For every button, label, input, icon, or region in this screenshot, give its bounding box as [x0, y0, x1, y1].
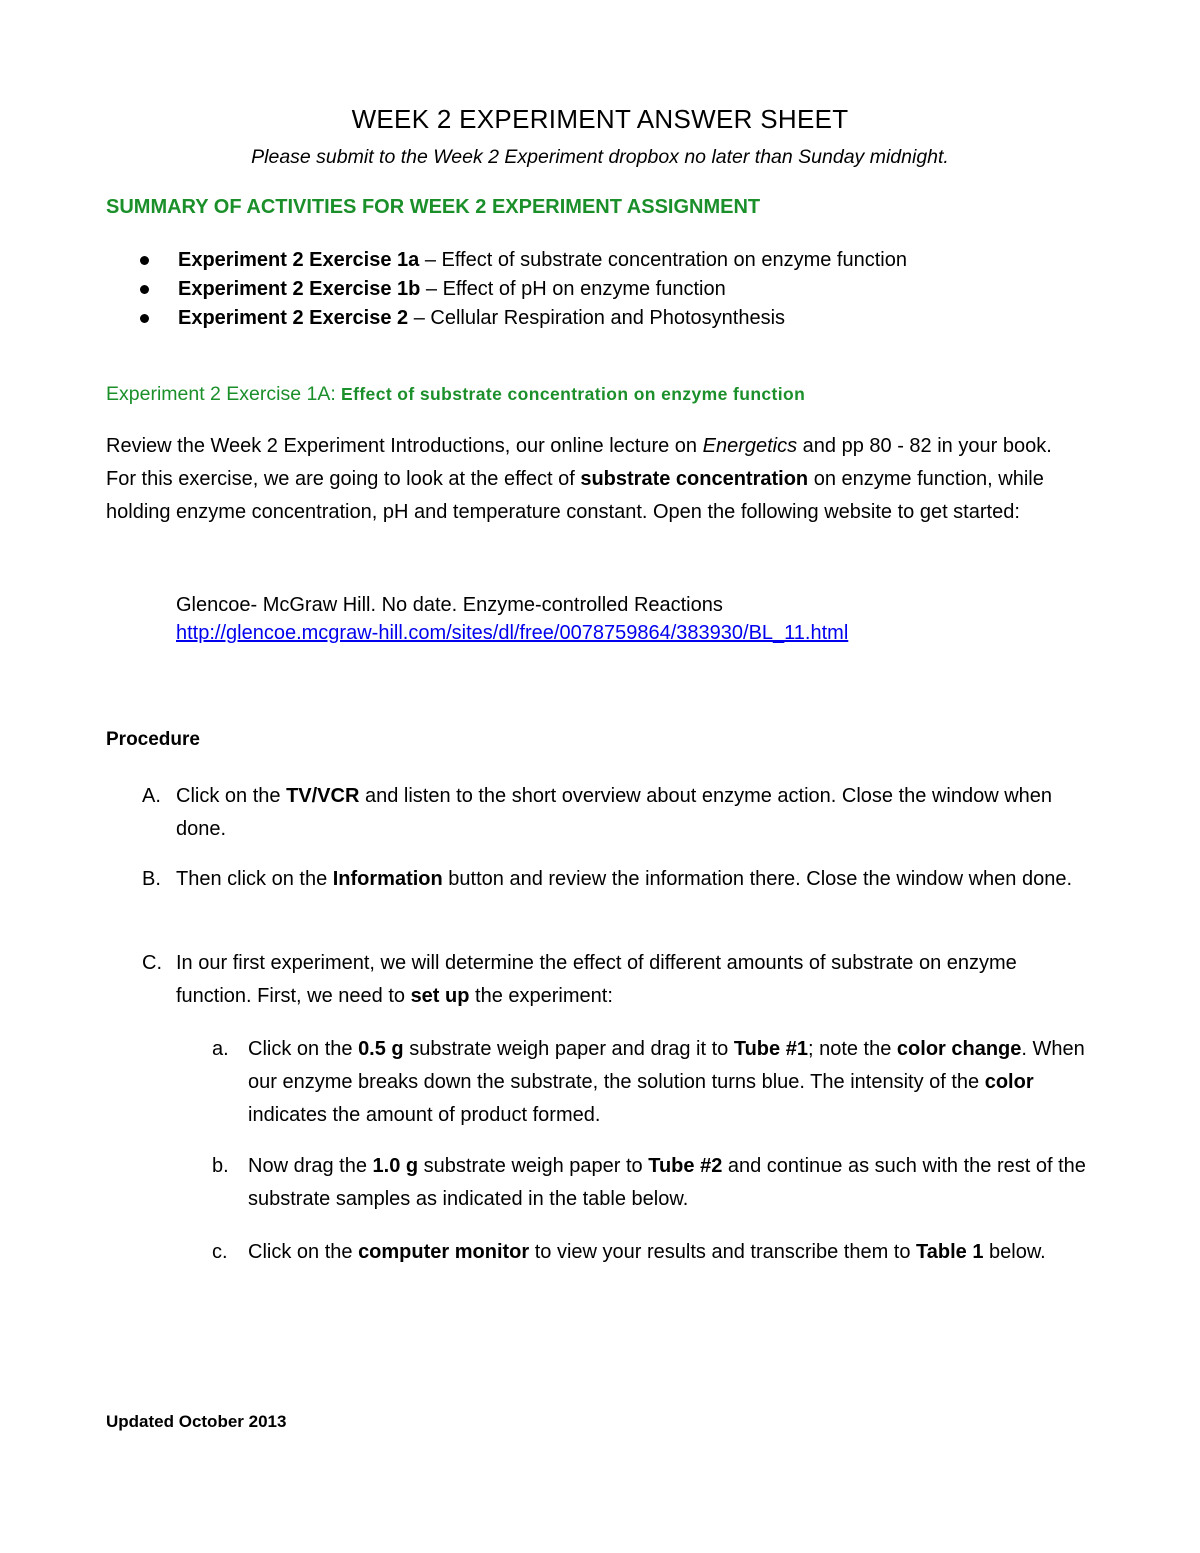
substep-bold: Tube #2 [648, 1155, 723, 1177]
procedure-step-c [106, 947, 1096, 1013]
substep-letter: a. [212, 1038, 229, 1060]
step-text-part: button and review the information there. Close the window when done. [442, 868, 1073, 890]
substep-bold: 0.5 g [358, 1038, 404, 1060]
procedure-substep-b [176, 1150, 1096, 1216]
substep-text-part: to view your results and transcribe them to [529, 1241, 917, 1263]
step-bold: Information [332, 868, 443, 890]
procedure-heading: Procedure [106, 729, 200, 750]
exercise-heading-rest: Effect of substrate concentration on enzyme function [335, 384, 806, 404]
step-text-part: and listen to the short overview about enzyme action. Close the window when done. [176, 785, 1053, 840]
exercise-heading [106, 383, 805, 406]
substep-text-part: Click on the [248, 1038, 359, 1060]
step-letter: B. [142, 868, 161, 890]
page-title: WEEK 2 EXPERIMENT ANSWER SHEET [351, 104, 849, 134]
substep-text-part: substrate weigh paper to [418, 1155, 649, 1177]
summary-heading: SUMMARY OF ACTIVITIES FOR WEEK 2 EXPERIMENT ASSIGNMENT [106, 196, 761, 218]
step-bold: TV/VCR [286, 785, 360, 807]
substep-text-part: and continue as such with the rest of the substrate samples as indicated in the table below. [248, 1155, 1086, 1210]
exercise-heading-prefix: Experiment 2 Exercise 1A: [106, 383, 336, 405]
bullet-icon [140, 285, 149, 294]
step-bold: set up [410, 985, 470, 1007]
list-item [132, 304, 907, 333]
substep-text [248, 1236, 1096, 1269]
substep-text-part: indicates the amount of product formed. [248, 1104, 601, 1126]
page-subtitle: Please submit to the Week 2 Experiment dropbox no later than Sunday midnight. [251, 146, 949, 168]
substep-bold: 1.0 g [372, 1155, 419, 1177]
substep-bold: color change [896, 1038, 1022, 1060]
substep-text-part: . When our enzyme breaks down the substrate, the solution turns blue. The intensity of the [248, 1038, 1085, 1093]
step-text-part: the experiment: [469, 985, 613, 1007]
procedure-step-b [106, 863, 1096, 896]
item-text: – Effect of pH on enzyme function [420, 278, 726, 300]
item-text: – Cellular Respiration and Photosynthesis [408, 307, 786, 329]
citation-text: Glencoe- McGraw Hill. No date. Enzyme-controlled Reactions [176, 594, 723, 616]
substep-text-part: Click on the [248, 1241, 359, 1263]
substep-letter: c. [212, 1241, 228, 1263]
step-letter: C. [142, 952, 162, 974]
bullet-icon [140, 256, 149, 265]
procedure-substep-c [176, 1236, 1096, 1269]
footer-updated: Updated October 2013 [106, 1412, 287, 1431]
step-letter: A. [142, 785, 161, 807]
substep-letter: b. [212, 1155, 229, 1177]
procedure-step-a [106, 780, 1096, 846]
intro-italic: Energetics [702, 435, 798, 457]
bullet-icon [140, 314, 149, 323]
step-text-part: Then click on the [176, 868, 333, 890]
procedure-substep-a [176, 1033, 1096, 1132]
substep-text [248, 1033, 1096, 1132]
intro-paragraph [106, 430, 1066, 529]
item-label: Experiment 2 Exercise 1b [178, 278, 421, 300]
intro-text: on enzyme function, while holding enzyme concentration, pH and temperature constant. Open the following website to get started: [106, 468, 1044, 523]
substep-bold: computer monitor [358, 1241, 530, 1263]
substep-bold: Table 1 [916, 1241, 984, 1263]
intro-text: and pp 80 - 82 in your book. For this exercise, we are going to look at the effect of [106, 435, 1052, 490]
step-text [176, 863, 1096, 896]
list-item [132, 275, 907, 304]
substep-bold: Tube #1 [733, 1038, 808, 1060]
substep-text-part: ; note the [807, 1038, 897, 1060]
substep-text-part: substrate weigh paper and drag it to [403, 1038, 734, 1060]
intro-text: Review the Week 2 Experiment Introductions, our online lecture on [106, 435, 703, 457]
substep-text [248, 1150, 1096, 1216]
intro-bold: substrate concentration [580, 468, 809, 490]
substep-text-part: below. [983, 1241, 1046, 1263]
step-text [176, 947, 1096, 1013]
step-text-part: In our first experiment, we will determine the effect of different amounts of substrate on enzyme function. First, we need to [176, 952, 1017, 1007]
step-text [176, 780, 1096, 846]
item-text: – Effect of substrate concentration on enzyme function [419, 249, 907, 271]
step-text-part: Click on the [176, 785, 287, 807]
substep-text-part: Now drag the [248, 1155, 373, 1177]
citation-link[interactable]: http://glencoe.mcgraw-hill.com/sites/dl/free/0078759864/383930/BL_11.html [176, 622, 849, 644]
item-label: Experiment 2 Exercise 1a [178, 249, 420, 271]
item-label: Experiment 2 Exercise 2 [178, 307, 409, 329]
list-item [132, 246, 907, 275]
substep-bold: color [984, 1071, 1034, 1093]
citation [176, 591, 848, 647]
summary-list [132, 246, 907, 333]
